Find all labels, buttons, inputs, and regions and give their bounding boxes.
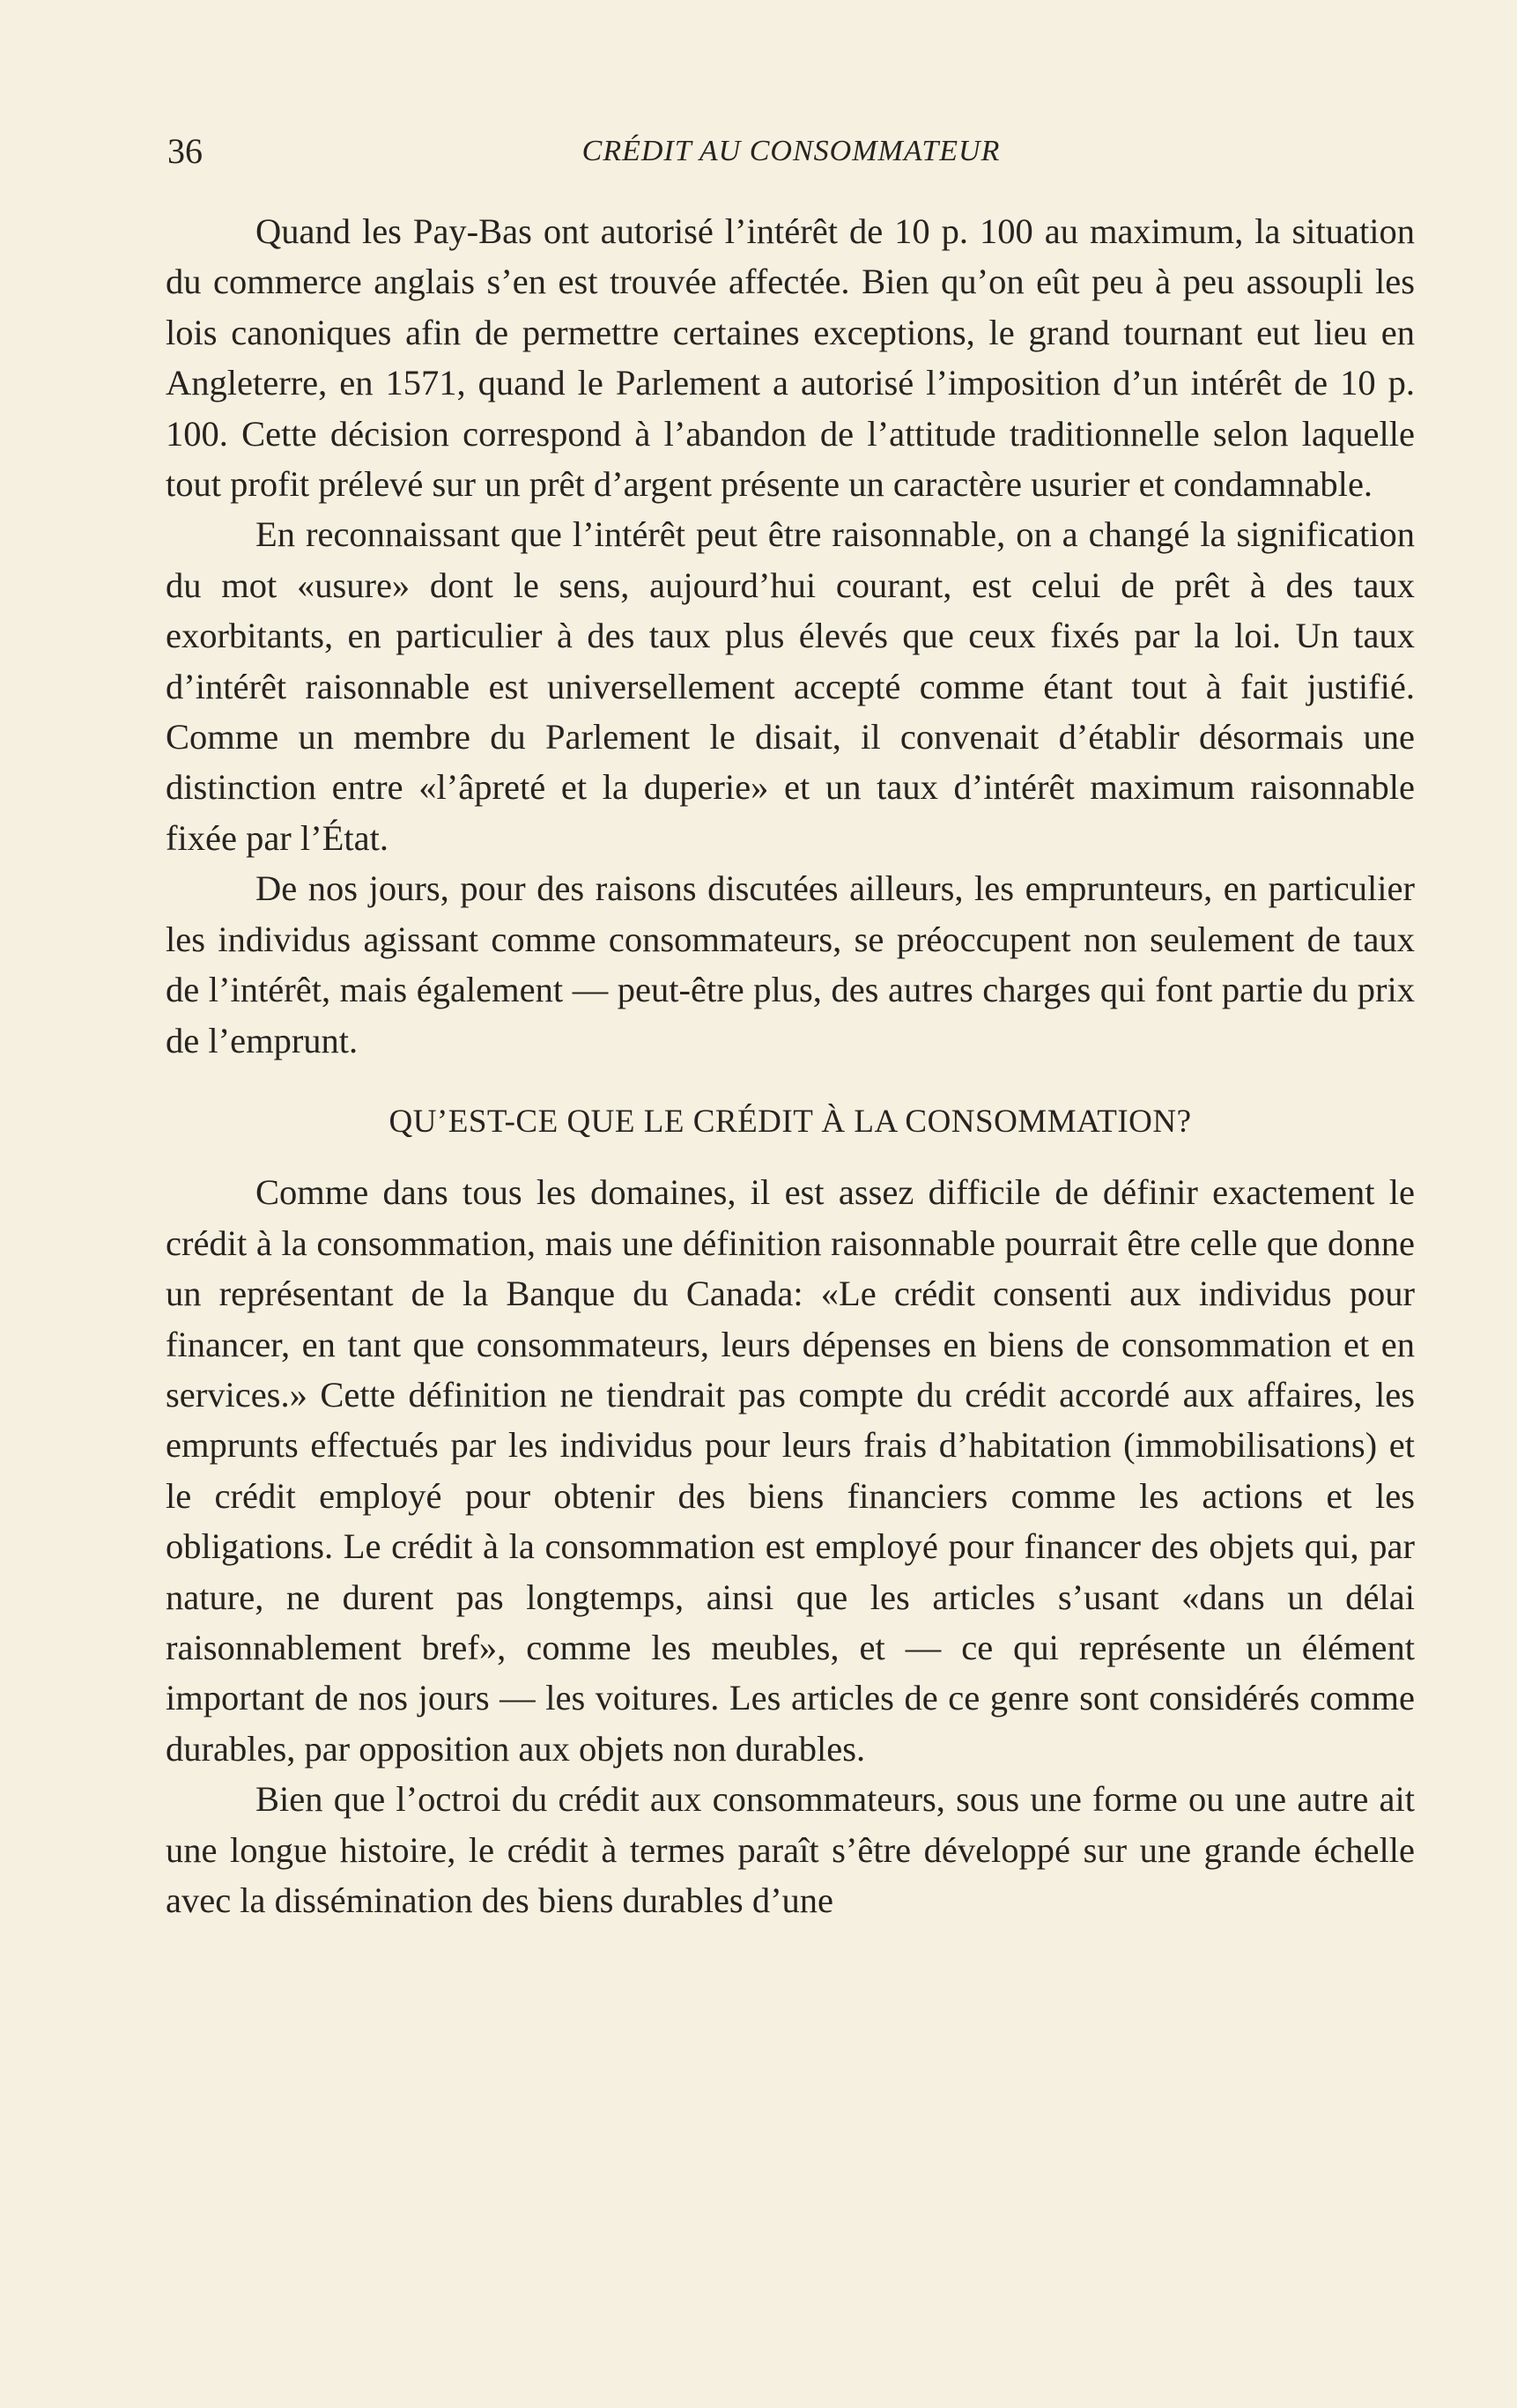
paragraph: Quand les Pay-Bas ont autorisé l’intérêt de 10 p. 100 au maximum, la situation du commerce anglais s’en est trouvée affectée. Bien qu’on eût peu à peu assoupli les lois canoniques afin de permettre certaines exceptions, le grand tournant eut lieu en Angleterre, en 1571, quand le Parlement a autorisé l’imposition d’un intérêt de 10 p. 100. Cette décision correspond à l’abandon de l’attitude traditionnelle selon laquelle tout profit prélevé sur un prêt d’argent présente un caractère usurier et condamnable. [166,211,1415,505]
body-text [166,206,1415,1925]
paragraph: De nos jours, pour des raisons discutées ailleurs, les emprunteurs, en particulier les individus agissant comme consommateurs, se préoccupent non seulement de taux de l’intérêt, mais également — peut-être plus, des autres charges qui font partie du prix de l’emprunt. [166,868,1415,1060]
running-head [167,130,1415,174]
paragraph: Comme dans tous les domaines, il est assez difficile de définir exactement le crédit à la consommation, mais une définition raisonnable pourrait être celle que donne un représentant de la Banque du Canada: «Le crédit consenti aux individus pour financer, en tant que consommateurs, leurs dépenses en biens de consommation et en services.» Cette définition ne tiendrait pas compte du crédit accordé aux affaires, les emprunts effectués par les individus pour leurs frais d’habitation (immobilisations) et le crédit employé pour obtenir des biens financiers comme les actions et les obligations. Le crédit à la consommation est employé pour financer des objets qui, par nature, ne durent pas longtemps, ainsi que les articles s’usant «dans un délai raisonnablement bref», comme les meubles, et — ce qui représente un élément important de nos jours — les voitures. Les articles de ce genre sont considérés comme durables, par opposition aux objets non durables. [166,1172,1415,1769]
paragraph: En reconnaissant que l’intérêt peut être raisonnable, on a changé la signification du mot «usure» dont le sens, aujourd’hui courant, est celui de prêt à des taux exorbitants, en particulier à des taux plus élevés que ceux fixés par la loi. Un taux d’intérêt raisonnable est universellement accepté comme étant tout à fait justifié. Comme un membre du Parlement le disait, il convenait d’établir désormais une distinction entre «l’âpreté et la duperie» et un taux d’intérêt maximum raisonnable fixée par l’État. [166,514,1415,858]
running-title: CRÉDIT AU CONSOMMATEUR [581,135,1001,167]
paragraph: Bien que l’octroi du crédit aux consommateurs, sous une forme ou une autre ait une longue histoire, le crédit à termes paraît s’être développé sur une grande échelle avec la dissémination des biens durables d’une [166,1779,1415,1920]
section-heading: QU’EST-CE QUE LE CRÉDIT À LA CONSOMMATION? [388,1103,1192,1140]
page-number: 36 [167,131,203,171]
